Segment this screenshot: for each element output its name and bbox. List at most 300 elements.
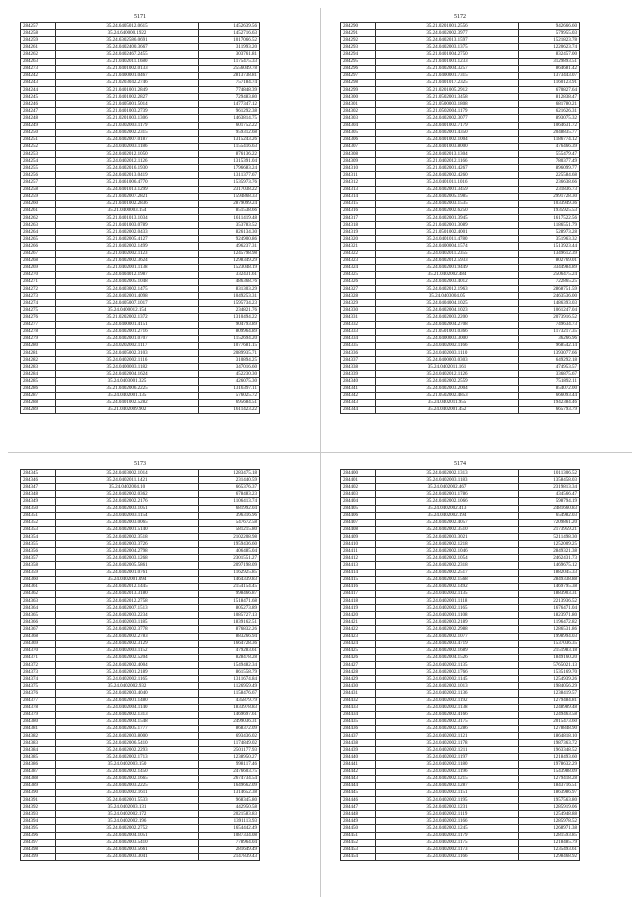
record-id-cell: 284284 [21, 371, 56, 378]
record-id-cell: 284408 [341, 526, 376, 533]
record-id-cell: 284331 [341, 314, 376, 321]
code-cell: 35.24.0401002.7179 [376, 122, 519, 129]
record-id-cell: 284243 [21, 79, 56, 86]
code-cell: 35.24.0402001.9449 [376, 264, 519, 271]
record-id-cell: 284322 [341, 250, 376, 257]
table-row [21, 583, 260, 590]
record-id-cell: 284365 [21, 612, 56, 619]
amount-cell: 1254939.26 [519, 676, 580, 683]
amount-cell: 896099.77 [519, 165, 580, 172]
code-cell: 35.21.0402002.0433 [56, 229, 199, 236]
record-id-cell: 284352 [21, 519, 56, 526]
table-row [21, 747, 260, 754]
record-id-cell: 284415 [341, 576, 376, 583]
table-row [341, 65, 580, 72]
code-cell: 35.24.0402002.4260 [376, 172, 519, 179]
amount-cell: 883266.94 [199, 633, 260, 640]
record-id-cell: 284425 [341, 647, 376, 654]
table-row [341, 725, 580, 732]
code-cell: 35.21.0401001.2849 [56, 86, 199, 93]
record-id-cell: 284335 [341, 342, 376, 349]
record-id-cell: 284414 [341, 569, 376, 576]
table-row [341, 314, 580, 321]
amount-cell: 2991728.30 [519, 193, 580, 200]
code-cell: 35.24.0402003.3021 [376, 533, 519, 540]
record-id-cell: 284296 [341, 65, 376, 72]
record-id-cell: 284256 [21, 172, 56, 179]
amount-cell: 864681.42 [519, 65, 580, 72]
amount-cell: 476466.39 [519, 143, 580, 150]
amount-cell: 1513923.44 [519, 243, 580, 250]
amount-cell: 1245798.98 [199, 250, 260, 257]
amount-cell: 1957563.80 [519, 797, 580, 804]
amount-cell: 2813738.81 [199, 72, 260, 79]
code-cell: 35.24.0402002.1611 [56, 789, 199, 796]
code-cell: 35.21.0461006.4770 [56, 179, 199, 186]
code-cell: 35.24.0402002.413 [376, 505, 519, 512]
ledger-table [20, 469, 260, 861]
code-cell: 35.24.0402012.5933 [376, 257, 519, 264]
table-row [341, 626, 580, 633]
amount-cell: 2849321.38 [519, 548, 580, 555]
code-cell: 35.24.0402001.2189 [56, 669, 199, 676]
code-cell: 35.24.0402002.5204 [56, 654, 199, 661]
table-row [341, 371, 580, 378]
table-row [341, 72, 580, 79]
record-id-cell: 284450 [341, 825, 376, 832]
table-row [341, 797, 580, 804]
table-row [341, 768, 580, 775]
amount-cell: 2476603.75 [199, 768, 260, 775]
amount-cell: 310894.25 [199, 357, 260, 364]
amount-cell: 681780.21 [519, 101, 580, 108]
code-cell: 35.24.0402002.1121 [376, 733, 519, 740]
amount-cell: 802769.01 [519, 257, 580, 264]
table-row [341, 470, 580, 477]
code-cell: 35.24.0400012.154 [56, 307, 199, 314]
code-cell: 35.24.0402002.1766 [376, 669, 519, 676]
code-cell: 35.24.0402002.1218 [376, 541, 519, 548]
amount-cell: 1061247.04 [519, 307, 580, 314]
table-row [341, 94, 580, 101]
record-id-cell: 284285 [21, 378, 56, 385]
table-row [21, 357, 260, 364]
amount-cell: 665376.37 [199, 484, 260, 491]
table-row [341, 150, 580, 157]
amount-cell: 968542.14 [519, 342, 580, 349]
code-cell: 35.24.0402002.1151 [376, 789, 519, 796]
record-id-cell: 284387 [21, 768, 56, 775]
record-id-cell: 284407 [341, 519, 376, 526]
code-cell: 35.24.0405002.3103 [56, 350, 199, 357]
table-row [341, 406, 580, 413]
code-cell: 35.24.0402002.1166 [376, 818, 519, 825]
amount-cell: 968345.80 [199, 797, 260, 804]
record-id-cell: 284312 [341, 179, 376, 186]
record-id-cell: 284321 [341, 243, 376, 250]
code-cell: 35.21.0400003.154 [56, 207, 199, 214]
amount-cell: 336875.67 [519, 371, 580, 378]
table-row [21, 342, 260, 349]
table-row [341, 583, 580, 590]
table-row [341, 307, 580, 314]
code-cell: 35.24.0402003.1183 [376, 477, 519, 484]
record-id-cell: 284449 [341, 818, 376, 825]
record-id-cell: 284300 [341, 94, 376, 101]
table-row [341, 58, 580, 65]
table-row [341, 229, 580, 236]
amount-cell: 2015473.60 [519, 718, 580, 725]
table-row [341, 122, 580, 129]
code-cell: 35.24.0405007.1017 [56, 300, 199, 307]
record-id-cell: 284299 [341, 86, 376, 93]
code-cell: 35.24.0402003.2189 [376, 619, 519, 626]
record-id-cell: 284393 [21, 811, 56, 818]
code-cell: 35.21.0502004.1179 [376, 108, 519, 115]
table-row [21, 562, 260, 569]
record-id-cell: 284396 [21, 832, 56, 839]
table-row [341, 733, 580, 740]
amount-cell: 751892.11 [519, 378, 580, 385]
record-id-cell: 284286 [21, 385, 56, 392]
code-cell: 35.24.0402002.1077 [376, 633, 519, 640]
code-cell: 35.21.0402001.4267 [376, 165, 519, 172]
table-row [341, 115, 580, 122]
amount-cell: 231440.59 [199, 477, 260, 484]
table-row [21, 257, 260, 264]
code-cell: 35.21.0401003.2739 [56, 108, 199, 115]
panel-title: 5173 [134, 461, 146, 467]
code-cell: 35.24.0402002.2559 [376, 378, 519, 385]
record-id-cell: 284315 [341, 200, 376, 207]
record-id-cell: 284316 [341, 207, 376, 214]
record-id-cell: 284309 [341, 158, 376, 165]
record-id-cell: 284291 [341, 30, 376, 37]
amount-cell: 1315391.04 [199, 158, 260, 165]
table-row [21, 371, 260, 378]
table-row [341, 172, 580, 179]
code-cell: 35.24.0402004.1051 [56, 832, 199, 839]
record-id-cell: 284444 [341, 782, 376, 789]
code-cell: 35.24.0402012.1126 [376, 371, 519, 378]
table-row [341, 108, 580, 115]
record-id-cell: 284253 [21, 150, 56, 157]
code-cell: 35.24.0402003.5661 [56, 846, 199, 853]
record-id-cell: 284275 [21, 307, 56, 314]
amount-cell: 1278848.90 [519, 725, 580, 732]
ledger-panel-bottom-left [20, 459, 260, 861]
table-row [341, 789, 580, 796]
code-cell: 35.24.0402002.1192 [376, 697, 519, 704]
code-cell: 35.21.0402002.1499 [56, 243, 199, 250]
record-id-cell: 284443 [341, 775, 376, 782]
table-row [341, 498, 580, 505]
amount-cell: 1518471.68 [199, 597, 260, 604]
code-cell: 35.24.0402005.1777 [56, 725, 199, 732]
record-id-cell: 284259 [21, 37, 56, 44]
code-cell: 35.24.0402003.1185 [56, 619, 199, 626]
table-row [341, 697, 580, 704]
table-row [21, 94, 260, 101]
code-cell: 35.24.0402002.1046 [376, 548, 519, 555]
amount-cell: 3344984.89 [519, 264, 580, 271]
amount-cell: 2151983.18 [519, 647, 580, 654]
amount-cell: 1543988.09 [519, 768, 580, 775]
table-row [341, 350, 580, 357]
table-row [341, 300, 580, 307]
amount-cell: 1249463.58 [519, 711, 580, 718]
record-id-cell: 284410 [341, 541, 376, 548]
code-cell: 35.24.0402001.1480 [56, 697, 199, 704]
amount-cell: 601752.22 [199, 122, 260, 129]
amount-cell: 749634.73 [519, 321, 580, 328]
record-id-cell: 284313 [341, 186, 376, 193]
table-row [341, 683, 580, 690]
table-row [341, 519, 580, 526]
table-row [341, 661, 580, 668]
table-row [21, 811, 260, 818]
table-row [341, 775, 580, 782]
table-row [21, 179, 260, 186]
record-id-cell: 284340 [341, 378, 376, 385]
code-cell: 35.24.0402003.3041 [56, 853, 199, 860]
record-id-cell: 284305 [341, 129, 376, 136]
table-row [341, 37, 580, 44]
code-cell: 35.24.0402005.5861 [56, 562, 199, 569]
table-row [21, 150, 260, 157]
amount-cell: 2173959.21 [519, 526, 580, 533]
amount-cell: 1311674.84 [199, 676, 260, 683]
amount-cell: 678483.23 [199, 491, 260, 498]
code-cell: 35.24.0402002.1054 [376, 555, 519, 562]
table-row [341, 846, 580, 853]
table-row [341, 193, 580, 200]
record-id-cell: 284270 [21, 271, 56, 278]
amount-cell: 1452639.56 [199, 23, 260, 30]
amount-cell: 868372.09 [199, 725, 260, 732]
record-id-cell: 284363 [21, 597, 56, 604]
amount-cell: 654982.03 [519, 512, 580, 519]
record-id-cell: 284249 [21, 122, 56, 129]
code-cell: 35.24.0402002.1173 [376, 846, 519, 853]
record-id-cell: 284242 [21, 72, 56, 79]
record-id-cell: 284258 [21, 186, 56, 193]
record-id-cell: 284389 [21, 782, 56, 789]
table-row [21, 108, 260, 115]
table-row [21, 30, 260, 37]
record-id-cell: 284301 [341, 101, 376, 108]
code-cell: 35.24.0402002.3129 [56, 640, 199, 647]
amount-cell: 347016.60 [199, 364, 260, 371]
amount-cell: 961292.38 [199, 108, 260, 115]
table-row [341, 825, 580, 832]
table-row [341, 328, 580, 335]
record-id-cell: 284448 [341, 811, 376, 818]
amount-cell: 1162925.85 [199, 569, 260, 576]
record-id-cell: 284361 [21, 583, 56, 590]
record-id-cell: 284263 [21, 222, 56, 229]
amount-cell: 998117.46 [199, 761, 260, 768]
record-id-cell: 284303 [341, 115, 376, 122]
record-id-cell: 284362 [21, 590, 56, 597]
code-cell: 35.24.0402001.094 [56, 576, 199, 583]
record-id-cell: 284265 [21, 236, 56, 243]
amount-cell: 722865.25 [519, 278, 580, 285]
table-row [341, 129, 580, 136]
table-row [21, 740, 260, 747]
record-id-cell: 284302 [341, 108, 376, 115]
amount-cell: 904793.89 [199, 321, 260, 328]
table-row [341, 804, 580, 811]
amount-cell: 1315243.26 [199, 136, 260, 143]
code-cell: 35.24.0402011.1421 [56, 477, 199, 484]
code-cell: 35.24.0402007.0187 [56, 136, 199, 143]
code-cell: 35.24.6405012.0615 [56, 23, 199, 30]
record-id-cell: 284314 [341, 193, 376, 200]
amount-cell: 1963348.52 [519, 747, 580, 754]
record-id-cell: 284397 [21, 839, 56, 846]
amount-cell: 1984056.29 [519, 683, 580, 690]
amount-cell: 1349612.39 [519, 250, 580, 257]
code-cell: 35.21.0402006.2225 [56, 385, 199, 392]
record-id-cell: 284344 [341, 406, 376, 413]
table-row [21, 718, 260, 725]
table-row [341, 612, 580, 619]
table-row [341, 704, 580, 711]
amount-cell: 2097198.09 [199, 562, 260, 569]
amount-cell: 876136.22 [199, 150, 260, 157]
table-row [341, 676, 580, 683]
code-cell: 35.24.0402003.4012 [376, 278, 519, 285]
table-row [341, 853, 580, 860]
amount-cell: 1959436.60 [199, 541, 260, 548]
code-cell: 35.24.0402003.150 [56, 761, 199, 768]
amount-cell: 1252009.25 [519, 541, 580, 548]
amount-cell: 1998994.03 [519, 633, 580, 640]
code-cell: 35.24.6302586.0691 [56, 37, 199, 44]
table-row [341, 286, 580, 293]
record-id-cell: 284454 [341, 853, 376, 860]
table-row [21, 775, 260, 782]
code-cell: 35.24.0402002.1136 [376, 690, 519, 697]
code-cell: 35.24.0402002.3175 [376, 718, 519, 725]
table-row [21, 250, 260, 257]
code-cell: 35.21.0201001.2556 [376, 23, 519, 30]
amount-cell: 1594868.33 [199, 193, 260, 200]
code-cell: 35.24.0402003.2200 [376, 314, 519, 321]
code-cell: 35.24.0402467.2455 [56, 51, 199, 58]
code-cell: 35.24.0402002.1066 [376, 498, 519, 505]
code-cell: 35.24.0401003.8000 [376, 143, 519, 150]
record-id-cell: 284381 [21, 725, 56, 732]
table-row [21, 214, 260, 221]
code-cell: 35.24.0402011.161 [376, 364, 519, 371]
table-row [341, 86, 580, 93]
record-id-cell: 284424 [341, 640, 376, 647]
amount-cell: 1883903.31 [519, 590, 580, 597]
record-id-cell: 284419 [341, 605, 376, 612]
code-cell: 35.24.0402002.1135 [376, 590, 519, 597]
record-id-cell: 284433 [341, 704, 376, 711]
code-cell: 35.24.0402004.1023 [376, 307, 519, 314]
amount-cell: 1285978.52 [519, 818, 580, 825]
table-row [341, 385, 580, 392]
amount-cell: 1823971.80 [519, 612, 580, 619]
code-cell: 35.24.0402004.2798 [56, 548, 199, 555]
code-cell: 35.21.0405001.5014 [56, 101, 199, 108]
table-row [341, 747, 580, 754]
code-cell: 35.24.0402002.2752 [56, 825, 199, 832]
record-id-cell: 284356 [21, 548, 56, 555]
record-id-cell: 284376 [21, 690, 56, 697]
table-row [341, 264, 580, 271]
record-id-cell: 284354 [21, 533, 56, 540]
record-id-cell: 284447 [341, 804, 376, 811]
record-id-cell: 284409 [341, 533, 376, 540]
record-id-cell: 284428 [341, 669, 376, 676]
amount-cell: 3129893.51 [519, 58, 580, 65]
record-id-cell: 284328 [341, 293, 376, 300]
amount-cell: 805273.89 [199, 605, 260, 612]
table-row [21, 733, 260, 740]
table-row [341, 158, 580, 165]
table-row [21, 825, 260, 832]
amount-cell: 1849160.20 [519, 654, 580, 661]
amount-cell: 2102208.98 [199, 533, 260, 540]
table-row [21, 79, 260, 86]
table-row [21, 406, 260, 413]
code-cell: 35.24.0402002.1145 [376, 676, 519, 683]
table-row [21, 619, 260, 626]
table-row [21, 399, 260, 406]
record-id-cell: 284402 [341, 484, 376, 491]
table-row [341, 335, 580, 342]
amount-cell: 2462431.73 [519, 555, 580, 562]
code-cell: 35.24.0402006.5410 [56, 740, 199, 747]
table-row [21, 129, 260, 136]
amount-cell: 1942384.46 [519, 399, 580, 406]
code-cell: 35.24.0401011.1016 [376, 179, 519, 186]
table-row [21, 158, 260, 165]
amount-cell: 1174849.02 [199, 740, 260, 747]
table-row [341, 533, 580, 540]
code-cell: 35.24.0400004.1574 [376, 243, 519, 250]
amount-cell: 1978632.29 [519, 761, 580, 768]
record-id-cell: 284333 [341, 328, 376, 335]
code-cell: 35.24.0402001.3459 [376, 186, 519, 193]
record-id-cell: 284390 [21, 789, 56, 796]
amount-cell: 1186774.12 [519, 136, 580, 143]
code-cell: 35.24.0402002.1196 [376, 768, 519, 775]
table-row [341, 597, 580, 604]
amount-cell: 1843716.51 [519, 782, 580, 789]
table-row [21, 704, 260, 711]
code-cell: 35.24.0402002.3518 [56, 533, 199, 540]
code-cell: 35.24.0402002.2315 [56, 129, 199, 136]
amount-cell: 579955.03 [519, 30, 580, 37]
record-id-cell: 284280 [21, 342, 56, 349]
table-row [341, 647, 580, 654]
amount-cell: 1469675.12 [519, 562, 580, 569]
table-row [21, 590, 260, 597]
amount-cell: 1106413.74 [199, 498, 260, 505]
record-id-cell: 284400 [341, 470, 376, 477]
table-row [21, 477, 260, 484]
table-row [341, 491, 580, 498]
record-id-cell: 284434 [341, 711, 376, 718]
amount-cell: 332431.61 [199, 271, 260, 278]
table-row [21, 569, 260, 576]
